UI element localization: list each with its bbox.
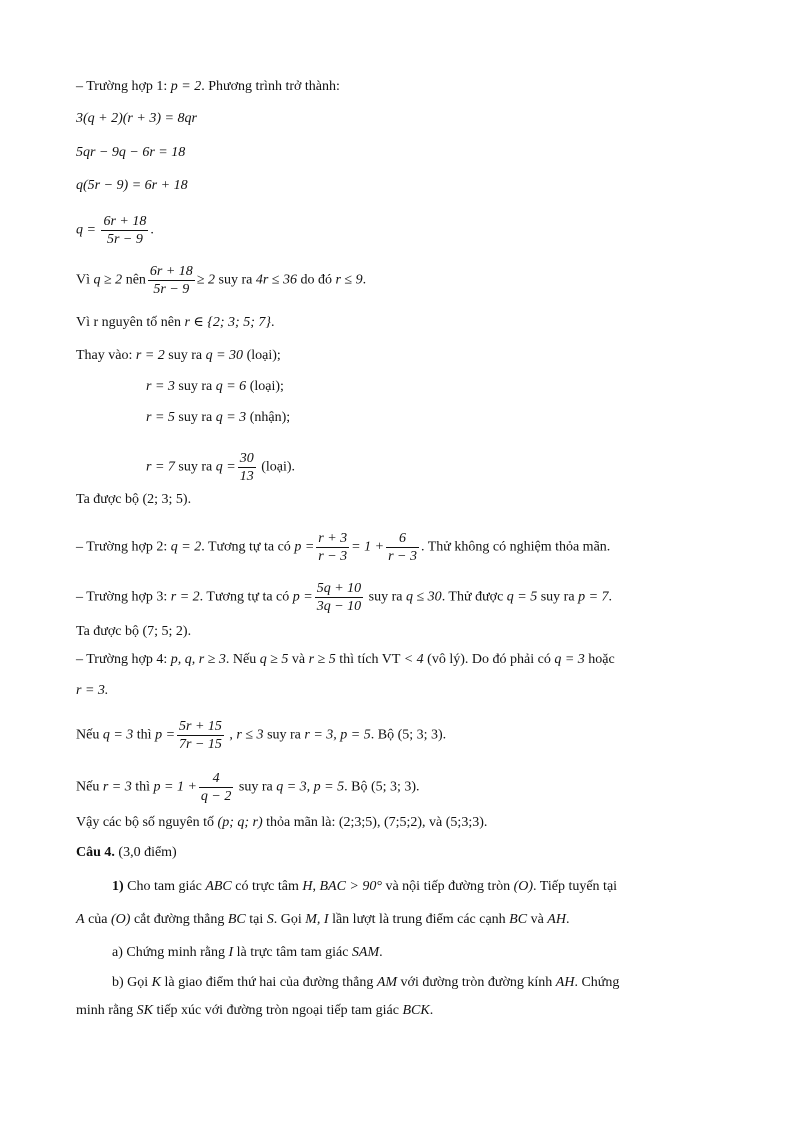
text: . — [379, 945, 383, 960]
part-1-line-1 — [112, 878, 617, 896]
text: minh rằng — [76, 1003, 137, 1018]
math: ≥ 2 — [196, 272, 215, 288]
conclusion-line — [76, 814, 487, 832]
math: q = 3, p = 5 — [276, 779, 345, 795]
math: r ≤ 9 — [335, 272, 363, 288]
text: lần lượt là trung điểm các cạnh — [328, 912, 510, 927]
text: suy ra — [215, 272, 256, 288]
text: a) Chứng minh rằng — [112, 945, 229, 960]
text: – Trường hợp 4: — [76, 652, 171, 667]
case3-line — [76, 580, 612, 615]
text: nên — [122, 272, 146, 288]
part-b-line-2 — [76, 1002, 433, 1020]
text: có trực tâm — [231, 879, 303, 894]
text: (vô lý). Do đó phải có — [423, 652, 555, 667]
text: Thay vào: — [76, 348, 136, 363]
result-1: Ta được bộ (2; 3; 5). — [76, 492, 192, 507]
denominator: 3q − 10 — [316, 599, 362, 614]
text: suy ra — [164, 348, 206, 363]
text: . Thử không có nghiệm thỏa mãn. — [420, 539, 611, 555]
result-2: Ta được bộ (7; 5; 2). — [76, 624, 192, 639]
text: , — [312, 879, 320, 894]
part-b-line-1 — [112, 974, 619, 992]
text: tiếp xúc với đường tròn ngoại tiếp tam giác — [153, 1003, 403, 1018]
math: < 4 — [403, 652, 424, 667]
substitution-row-1 — [76, 347, 281, 365]
math: q = — [215, 459, 236, 475]
text: . Thử được — [441, 589, 507, 605]
substitution-row-4 — [146, 450, 295, 485]
text: (loại); — [246, 379, 284, 394]
math: q = — [76, 222, 96, 238]
text: hoặc — [584, 652, 615, 667]
math: SK — [136, 1003, 153, 1018]
text: (loại); — [243, 348, 281, 363]
text: Cho tam giác — [123, 879, 206, 894]
equation-4 — [76, 213, 154, 248]
text: . — [150, 222, 154, 238]
question-points: (3,0 điểm) — [114, 845, 177, 860]
text: và — [527, 912, 548, 927]
math: r = 3, p = 5 — [304, 727, 371, 743]
fraction — [148, 263, 195, 298]
fraction — [177, 718, 224, 753]
if-r3-line — [76, 770, 420, 805]
fraction — [386, 530, 419, 565]
numerator: 6r + 18 — [103, 214, 147, 229]
math: q = 3 — [554, 652, 585, 667]
text: . — [429, 1003, 434, 1018]
text: (loại). — [257, 459, 296, 475]
denominator: r − 3 — [388, 549, 417, 564]
question-4-heading — [76, 844, 177, 862]
math: A — [76, 912, 85, 927]
math: BAC > 90° — [319, 879, 382, 894]
substitution-row-3 — [146, 409, 290, 427]
text: cắt đường thẳng — [130, 912, 228, 927]
math: q ≤ 30 — [406, 589, 442, 605]
denominator: q − 2 — [200, 789, 232, 804]
math: q = 3 — [215, 410, 247, 425]
math: p = — [294, 539, 315, 555]
text: . Gọi — [273, 912, 306, 927]
math: ABC — [205, 879, 232, 894]
text: Nếu — [76, 779, 103, 795]
numerator: 4 — [199, 770, 233, 788]
case2-line — [76, 530, 610, 565]
math: q = 2 — [170, 539, 202, 555]
text: (nhận); — [246, 410, 291, 425]
text: thì tích VT — [335, 652, 404, 667]
text: suy ra — [174, 410, 216, 425]
text: – Trường hợp 2: — [76, 539, 171, 555]
equation-2: 5qr − 9q − 6r = 18 — [76, 145, 186, 160]
text: . Chứng — [574, 975, 620, 990]
fraction — [315, 580, 363, 615]
text: . — [362, 272, 367, 288]
math: M, I — [305, 912, 329, 927]
substitution-row-2 — [146, 378, 284, 396]
denominator: 5r − 9 — [153, 282, 190, 297]
math: BC — [227, 912, 246, 927]
math: K — [151, 975, 162, 990]
text: . Bộ (5; 3; 3). — [344, 779, 420, 795]
math: q ≥ 5 — [259, 652, 289, 667]
math: p = 7 — [578, 589, 609, 605]
question-title: Câu 4. — [76, 845, 115, 860]
math: q = 30 — [205, 348, 244, 363]
case4-line-2: r = 3. — [76, 683, 109, 698]
text: là trực tâm tam giác — [233, 945, 352, 960]
denominator: 13 — [239, 469, 254, 484]
math: I — [228, 945, 234, 960]
math: BCK — [402, 1003, 430, 1018]
text: thì — [133, 727, 156, 743]
text: . Tiếp tuyến tại — [533, 879, 618, 894]
math: r = 5 — [146, 410, 175, 425]
numerator: 6r + 18 — [149, 264, 193, 279]
fraction — [199, 770, 233, 805]
part-1-line-2 — [76, 911, 569, 929]
text: Vì r nguyên tố nên — [76, 315, 185, 330]
math: AH — [547, 912, 566, 927]
math: SAM — [351, 945, 380, 960]
text: suy ra — [174, 459, 216, 475]
text: suy ra — [263, 727, 305, 743]
part-number: 1) — [112, 879, 124, 894]
text: . Nếu — [225, 652, 260, 667]
text: của — [84, 912, 111, 927]
math: BC — [509, 912, 528, 927]
text: b) Gọi — [112, 975, 152, 990]
text: và — [288, 652, 309, 667]
denominator: r − 3 — [318, 549, 348, 564]
numerator: 6 — [386, 530, 419, 548]
text: Nếu — [76, 727, 103, 743]
text: . Bộ (5; 3; 3). — [370, 727, 447, 743]
math: p = — [155, 727, 176, 743]
text: . — [608, 589, 613, 605]
case1-heading — [76, 78, 340, 96]
numerator: r + 3 — [318, 531, 348, 546]
text: suy ra — [537, 589, 579, 605]
text: với đường tròn đường kính — [397, 975, 556, 990]
denominator: 7r − 15 — [179, 737, 222, 752]
math: q = 5 — [506, 589, 538, 605]
text: tại — [245, 912, 267, 927]
text: do đó — [296, 272, 336, 288]
math: r ≤ 3 — [236, 727, 264, 743]
part-a-line — [112, 944, 383, 962]
text: . Tương tự ta có — [199, 589, 293, 605]
numerator: 30 — [239, 451, 254, 466]
math: p, q, r ≥ 3 — [170, 652, 226, 667]
math: S — [266, 912, 274, 927]
math: AM — [376, 975, 398, 990]
case4-line-1 — [76, 651, 615, 669]
text: suy ra — [235, 779, 277, 795]
math: r ≥ 5 — [308, 652, 336, 667]
math: p = — [292, 589, 313, 605]
fraction — [101, 213, 148, 248]
math: = 1 + — [351, 539, 385, 555]
math: r = 3 — [146, 379, 175, 394]
text: – Trường hợp 3: — [76, 589, 171, 605]
text: thì — [131, 779, 154, 795]
math: p = 2 — [170, 79, 202, 94]
math: H — [302, 879, 313, 894]
text: và nội tiếp đường tròn — [381, 879, 514, 894]
condition-line-1 — [76, 263, 366, 298]
text: . Phương trình trở thành: — [201, 79, 340, 94]
numerator: 5q + 10 — [316, 581, 362, 596]
if-q3-line — [76, 718, 446, 753]
text: thỏa mãn là: (2;3;5), (7;5;2), và (5;3;3). — [262, 815, 488, 830]
text: suy ra — [365, 589, 406, 605]
equation-1: 3(q + 2)(r + 3) = 8qr — [76, 111, 197, 126]
text: suy ra — [174, 379, 216, 394]
text: . — [565, 912, 570, 927]
text: . Tương tự ta có — [201, 539, 295, 555]
fraction — [238, 450, 256, 485]
math: q = 6 — [215, 379, 247, 394]
text: – Trường hợp 1: — [76, 79, 171, 94]
equation-3: q(5r − 9) = 6r + 18 — [76, 178, 188, 193]
math: r = 3 — [102, 779, 132, 795]
math: q = 3 — [102, 727, 134, 743]
condition-line-2 — [76, 314, 274, 332]
numerator: 5r + 15 — [179, 719, 222, 734]
math: AH — [555, 975, 575, 990]
math: (p; q; r) — [217, 815, 263, 830]
math: (O) — [111, 912, 131, 927]
math: r = 7 — [146, 459, 175, 475]
math: 4r ≤ 36 — [255, 272, 297, 288]
math: q ≥ 2 — [93, 272, 123, 288]
math: r ∈ {2; 3; 5; 7} — [184, 315, 271, 330]
text: là giao điểm thứ hai của đường thẳng — [161, 975, 377, 990]
fraction — [316, 530, 349, 565]
math: r = 2 — [170, 589, 200, 605]
text: , — [225, 727, 237, 743]
math: r = 2 — [135, 348, 165, 363]
text: . — [270, 315, 275, 330]
math: (O) — [513, 879, 534, 894]
denominator: 5r − 9 — [106, 232, 143, 247]
text: Vì — [76, 272, 94, 288]
math: p = 1 + — [153, 779, 197, 795]
text: Vậy các bộ số nguyên tố — [76, 815, 218, 830]
